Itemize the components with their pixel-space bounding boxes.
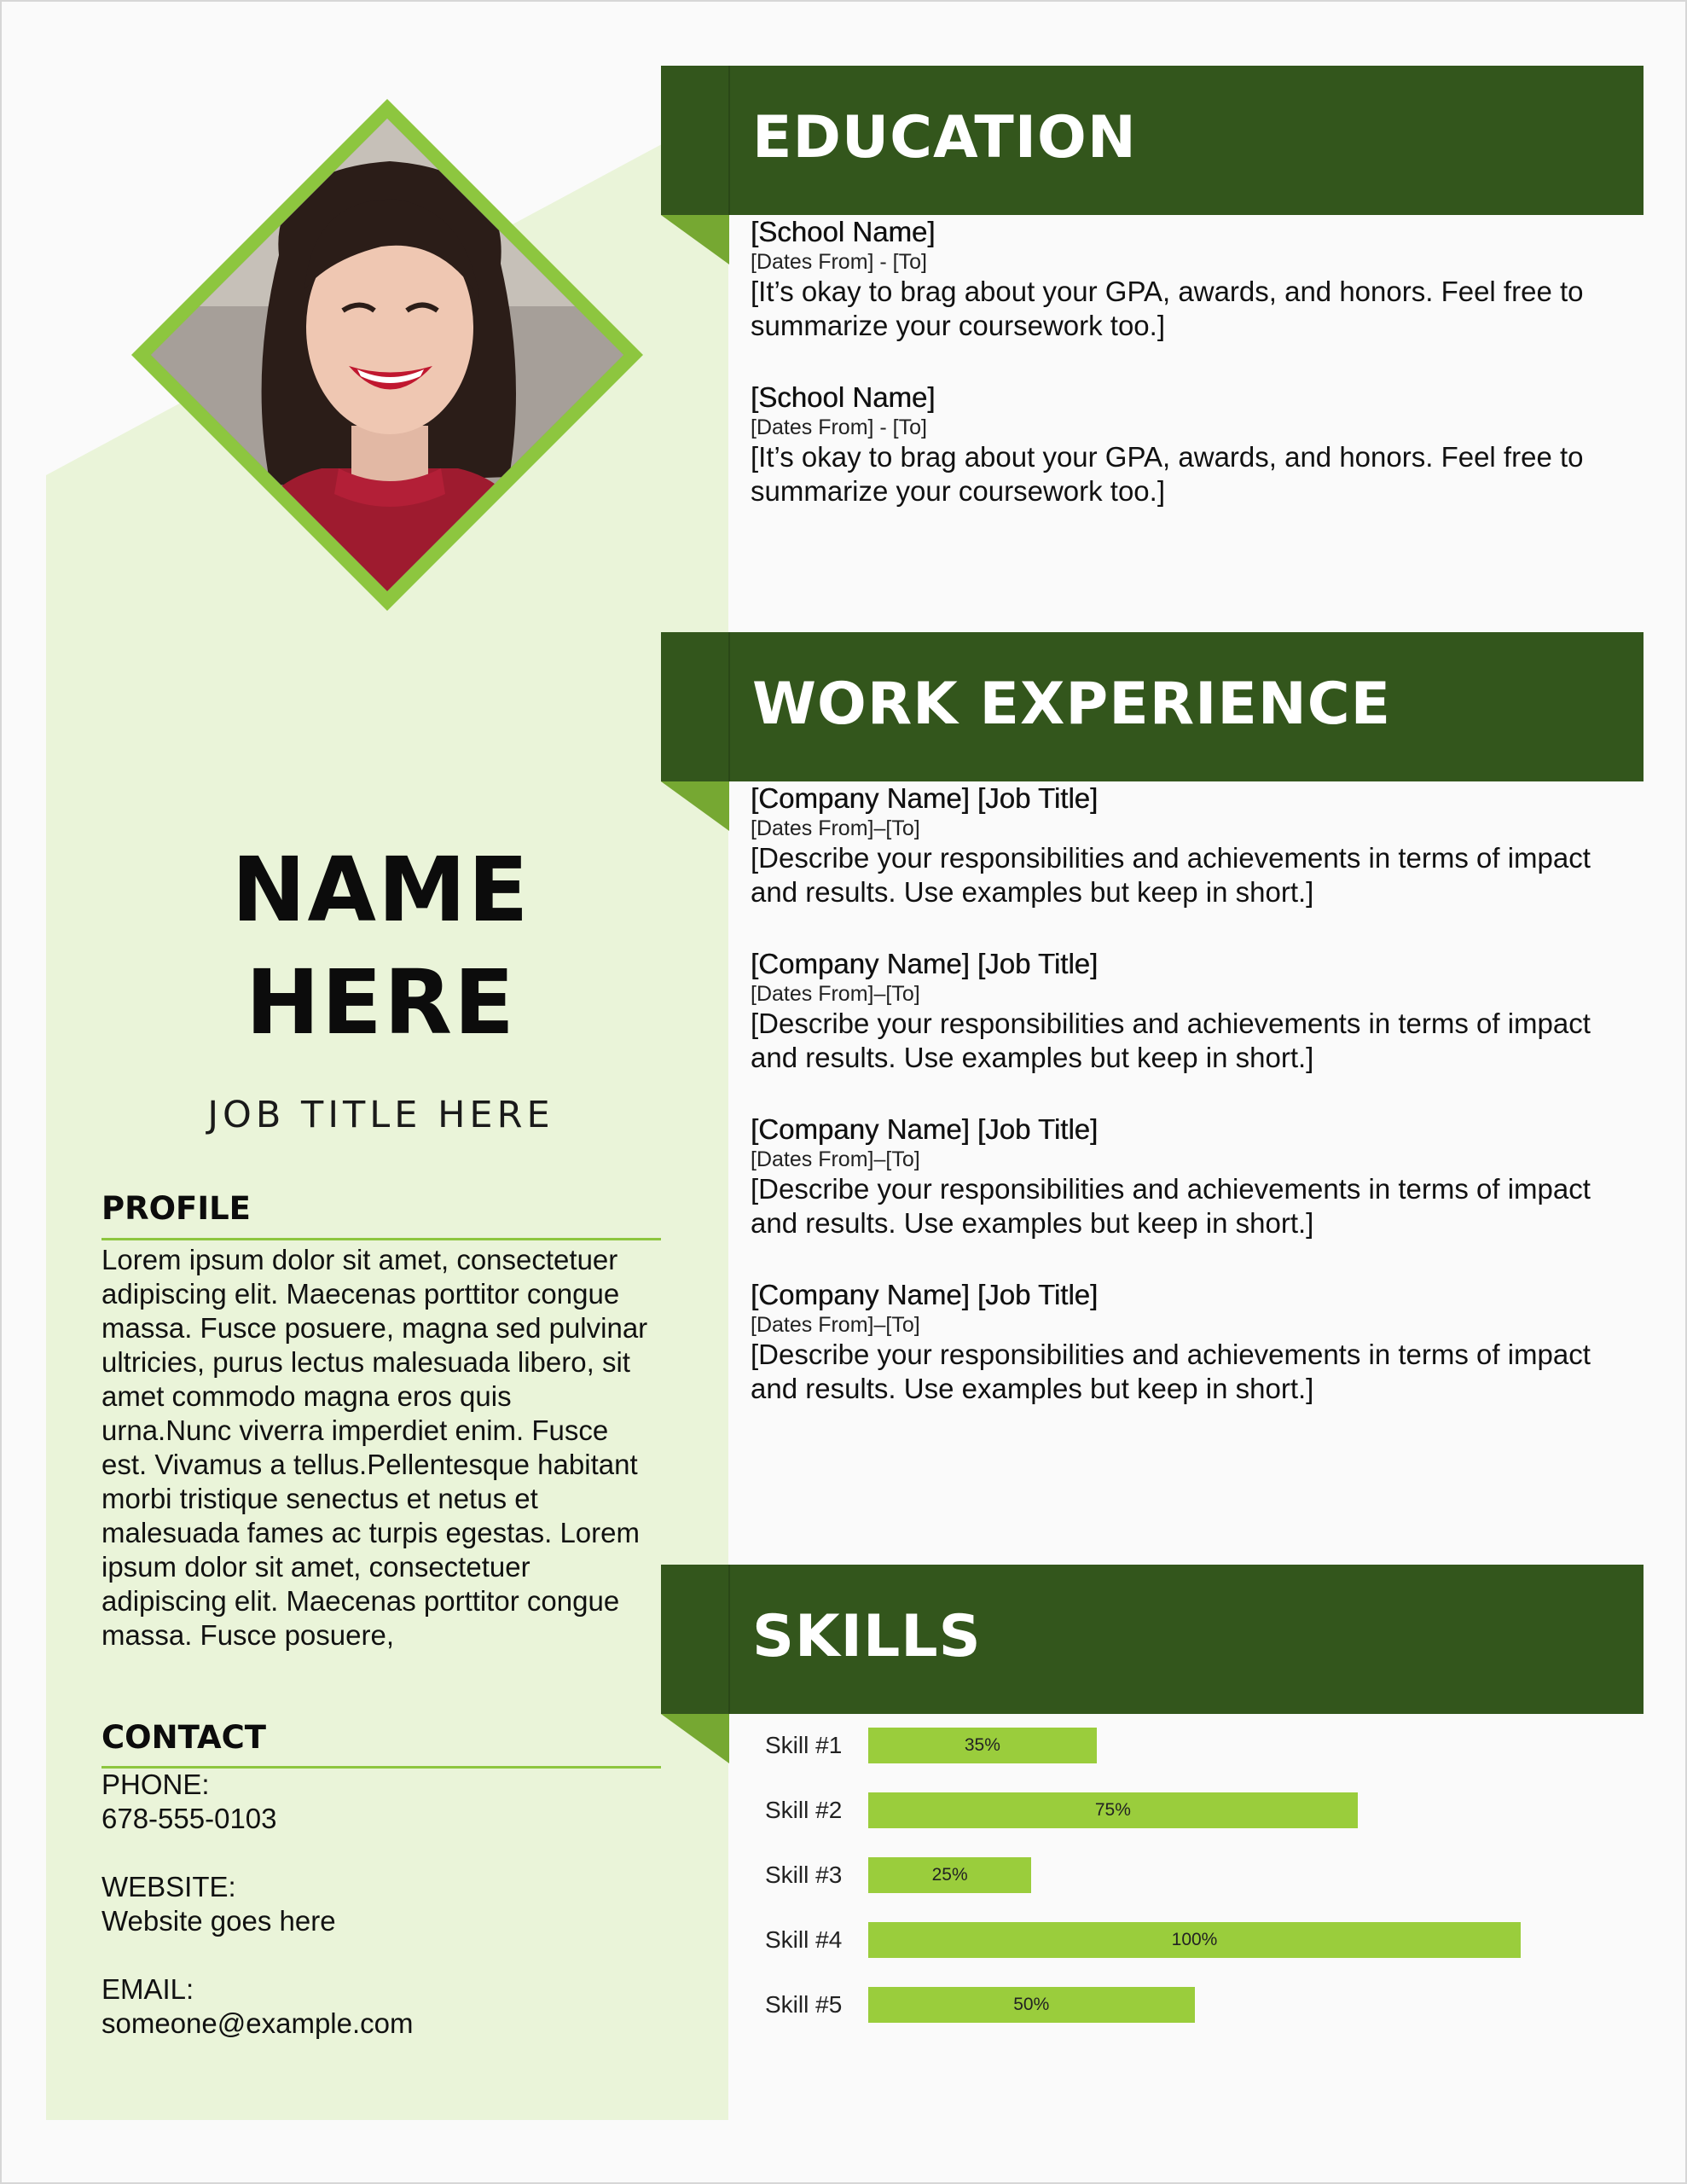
- company-job-title: [Company Name] [Job Title]: [751, 948, 1099, 979]
- profile-text: [101, 1243, 664, 1653]
- skill-label: Skill #2: [765, 1797, 843, 1823]
- skill-bar: [868, 1728, 1097, 1763]
- skills-heading: SKILLS: [752, 1603, 982, 1670]
- profile-line: massa. Fusce posuere,: [101, 1619, 394, 1651]
- company-job-title: [Company Name] [Job Title]: [751, 1113, 1099, 1145]
- skill-bar: [868, 1987, 1195, 2023]
- work-description-line: [Describe your responsibilities and achievements in terms of impact: [751, 842, 1591, 874]
- school-description-line: [It’s okay to brag about your GPA, awards, and honors. Feel free to: [751, 441, 1584, 473]
- profile-line: amet commodo magna eros quis: [101, 1380, 512, 1412]
- skill-percent: 75%: [1094, 1800, 1131, 1820]
- work-dates: [Dates From]–[To]: [751, 816, 920, 840]
- work-description-line: [Describe your responsibilities and achievements in terms of impact: [751, 1339, 1591, 1370]
- skill-label: Skill #1: [765, 1732, 843, 1758]
- work-description-line: [Describe your responsibilities and achievements in terms of impact: [751, 1008, 1591, 1039]
- phone-value[interactable]: 678-555-0103: [101, 1803, 277, 1834]
- work-dates: [Dates From]–[To]: [751, 982, 920, 1006]
- profile-line: est. Vivamus a tellus.Pellentesque habitant: [101, 1449, 638, 1480]
- school-description-line: summarize your coursework too.]: [751, 310, 1165, 341]
- company-job-title: [Company Name] [Job Title]: [751, 1279, 1099, 1310]
- job-title: JOB TITLE HERE: [207, 1094, 554, 1136]
- school-description-line: [It’s okay to brag about your GPA, awards, and honors. Feel free to: [751, 276, 1584, 307]
- skill-track: [868, 1987, 1195, 2023]
- skill-percent: 50%: [1013, 1995, 1050, 2014]
- education-entry: [751, 380, 1638, 508]
- work-entry: [751, 781, 1638, 909]
- work-heading: WORK EXPERIENCE: [752, 671, 1392, 738]
- skill-track: [868, 1857, 1031, 1893]
- school-description-line: summarize your coursework too.]: [751, 475, 1165, 507]
- work-dates: [Dates From]–[To]: [751, 1313, 920, 1337]
- website-label: WEBSITE:: [101, 1871, 236, 1902]
- education-entry: [751, 215, 1638, 343]
- profile-line: adipiscing elit. Maecenas porttitor congue: [101, 1278, 620, 1310]
- skill-label: Skill #4: [765, 1926, 843, 1953]
- candidate-name: [46, 834, 716, 1059]
- profile-heading: PROFILE: [101, 1190, 251, 1227]
- phone-label: PHONE:: [101, 1769, 210, 1800]
- skill-label: Skill #5: [765, 1991, 843, 2018]
- email-value[interactable]: someone@example.com: [101, 2007, 414, 2039]
- school-dates: [Dates From] - [To]: [751, 415, 927, 439]
- contact-block: [101, 1768, 664, 2041]
- work-description-line: and results. Use examples but keep in short.]: [751, 1042, 1314, 1073]
- work-entry: [751, 1112, 1638, 1240]
- name-line-2: HERE: [245, 950, 517, 1054]
- school-dates: [Dates From] - [To]: [751, 250, 927, 274]
- profile-line: Lorem ipsum dolor sit amet, consectetuer: [101, 1244, 618, 1275]
- profile-line: massa. Fusce posuere, magna sed pulvinar: [101, 1312, 648, 1344]
- name-line-1: NAME: [231, 838, 530, 942]
- company-job-title: [Company Name] [Job Title]: [751, 782, 1099, 814]
- skill-label: Skill #3: [765, 1862, 843, 1888]
- skill-percent: 35%: [964, 1735, 1000, 1755]
- skill-track: [868, 1728, 1097, 1763]
- work-dates: [Dates From]–[To]: [751, 1147, 920, 1171]
- profile-line: urna.Nunc viverra imperdiet enim. Fusce: [101, 1414, 609, 1446]
- skill-bar: [868, 1922, 1521, 1958]
- skill-percent: 100%: [1171, 1930, 1218, 1949]
- education-bar-divider: [728, 66, 730, 215]
- skill-bar: [868, 1792, 1358, 1828]
- skills-bar-divider: [728, 1565, 730, 1714]
- profile-line: morbi tristique senectus et netus et: [101, 1483, 538, 1514]
- work-bar-divider: [728, 632, 730, 781]
- website-value[interactable]: Website goes here: [101, 1905, 336, 1937]
- school-name: [School Name]: [751, 216, 936, 247]
- profile-divider: [101, 1238, 661, 1240]
- work-description-line: [Describe your responsibilities and achievements in terms of impact: [751, 1173, 1591, 1205]
- skill-percent: 25%: [931, 1865, 968, 1885]
- email-label: EMAIL:: [101, 1973, 194, 2005]
- profile-line: adipiscing elit. Maecenas porttitor congue: [101, 1585, 620, 1617]
- education-heading: EDUCATION: [752, 104, 1137, 171]
- skill-track: [868, 1792, 1358, 1828]
- work-entry: [751, 947, 1638, 1075]
- school-name: [School Name]: [751, 381, 936, 413]
- work-description-line: and results. Use examples but keep in short.]: [751, 1207, 1314, 1239]
- contact-heading: CONTACT: [101, 1719, 266, 1756]
- work-description-line: and results. Use examples but keep in short.]: [751, 876, 1314, 908]
- work-description-line: and results. Use examples but keep in short.]: [751, 1373, 1314, 1404]
- skill-track: [868, 1922, 1521, 1958]
- work-entry: [751, 1278, 1638, 1406]
- skill-bar: [868, 1857, 1031, 1893]
- profile-line: ipsum dolor sit amet, consectetuer: [101, 1551, 530, 1583]
- profile-line: malesuada fames ac turpis egestas. Lorem: [101, 1517, 640, 1548]
- profile-line: ultricies, purus lectus malesuada libero, sit: [101, 1346, 630, 1378]
